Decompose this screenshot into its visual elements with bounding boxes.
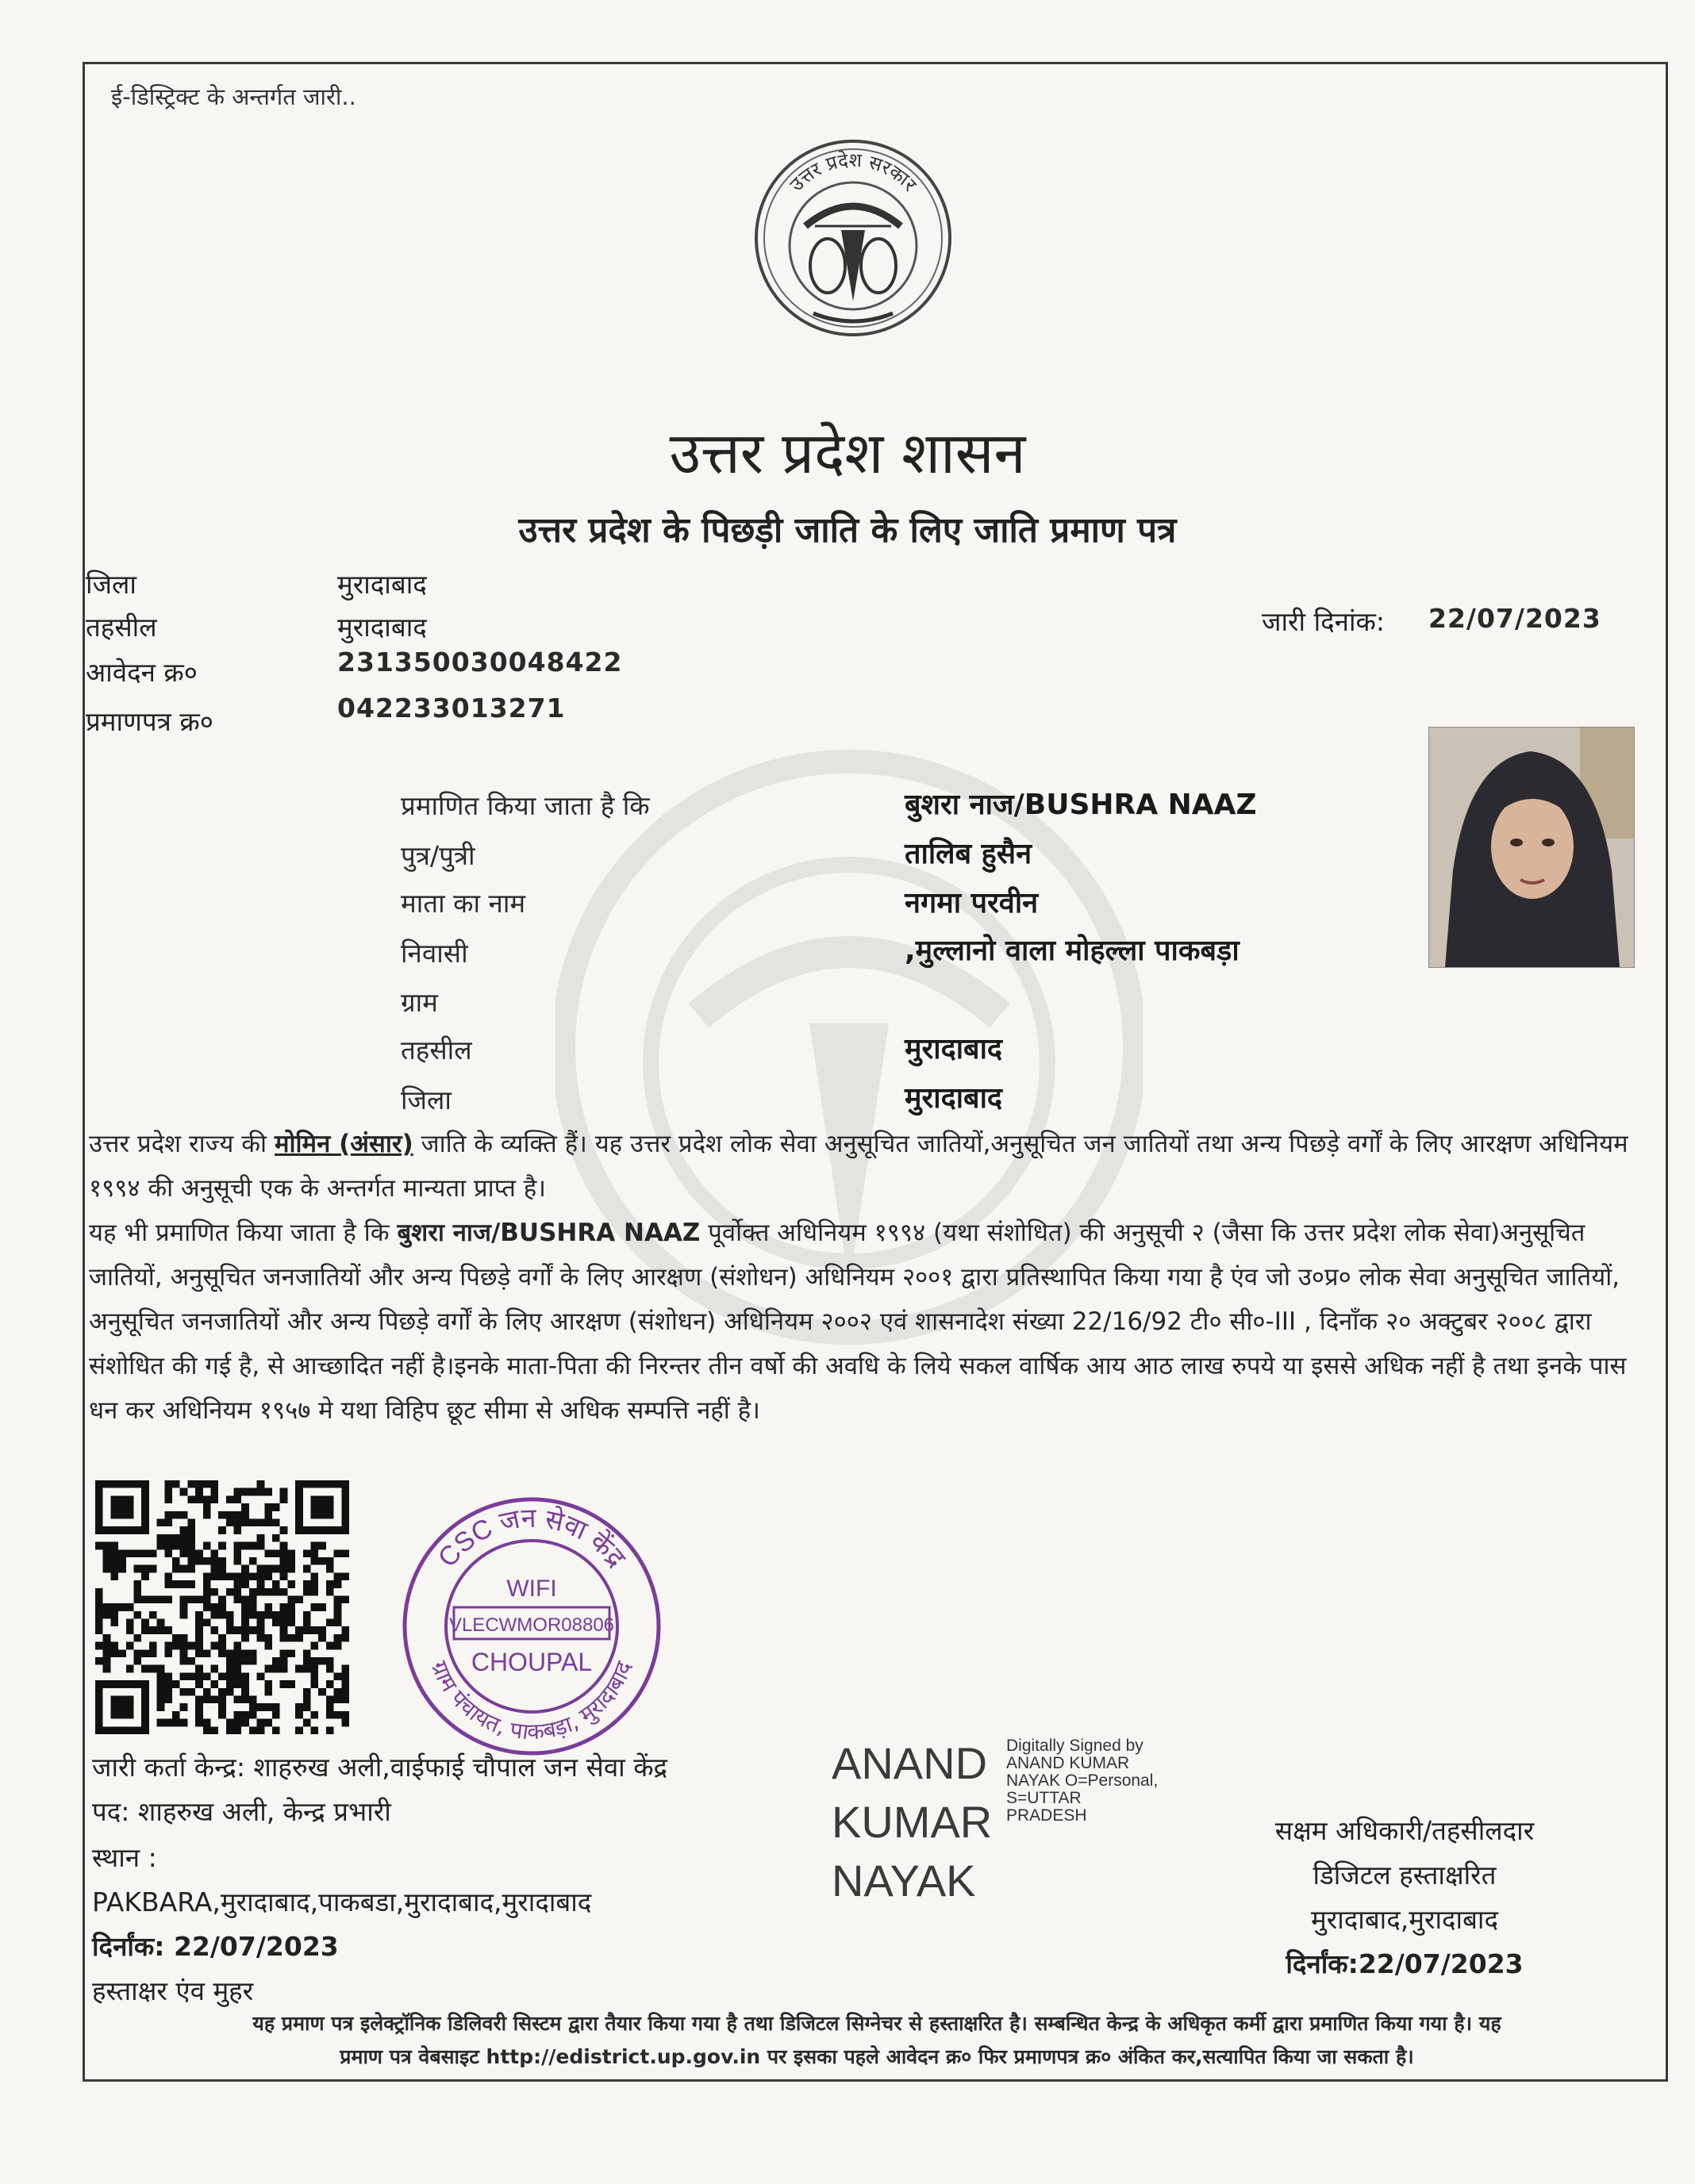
tehsil-label: तहसील	[86, 612, 157, 643]
detail-tehsil-value: मुरादाबाद	[905, 1033, 1003, 1065]
authority-place: मुरादाबाद,मुरादाबाद	[1310, 1904, 1498, 1935]
up-emblem-icon	[750, 127, 956, 349]
place-label: स्थान :	[92, 1842, 157, 1873]
issuer-post: पद: शाहरुख अली, केन्द्र प्रभारी	[92, 1796, 391, 1827]
issue-date-value: 22/07/2023	[1428, 603, 1601, 634]
applicant-photo	[1428, 727, 1635, 968]
caste-paragraph: उत्तर प्रदेश राज्य की मोमिन (अंसार) जाति के व्यक्ति हैं। यह उत्तर प्रदेश लोक सेवा अनुसूचित जातियों,अनुसूचित जन जातियों तथा अन्य पिछड़े वर्गों के लिए आरक्षण अधिनियम १९९४ की अनुसूची एक के अन्तर्गत मान्यता प्राप्त है।	[89, 1130, 1628, 1203]
stamp-line1: WIFI	[506, 1576, 557, 1602]
stamp-line2: VLECWMOR08806	[448, 1614, 615, 1636]
footer-note: यह प्रमाण पत्र इलेक्ट्रॉनिक डिलिवरी सिस्टम द्वारा तैयार किया गया है तथा डिजिटल सिग्नेचर से हस्ताक्षरित है। सम्बन्धित केन्द्र के अधिकृत कर्मी द्वारा प्रमाणित किया गया है। यह प्रमाण पत्र वेबसाइट http://edistrict.up.gov.in पर इसका पहले आवेदन क्र० फिर प्रमाणपत्र क्र० अंकित कर,सत्यापित किया जा सकता है।	[252, 2012, 1501, 2068]
district-value: मुरादाबाद	[337, 569, 427, 600]
resident-label: निवासी	[401, 938, 468, 969]
authority-digital: डिजिटल हस्ताक्षरित	[1313, 1860, 1497, 1890]
caste-name: मोमिन (अंसार)	[274, 1130, 413, 1158]
certificate-number-label: प्रमाणपत्र क्र०	[86, 706, 213, 737]
applicant-name-inline: बुशरा नाज/BUSHRA NAAZ	[397, 1219, 701, 1247]
application-label: आवेदन क्र०	[86, 657, 198, 688]
issuing-center: जारी कर्ता केन्द्र: शाहरुख अली,वाईफाई चौपाल जन सेवा केंद्र	[92, 1752, 668, 1783]
digital-sign-name-3: NAYAK	[832, 1856, 976, 1906]
village-label: ग्राम	[401, 987, 438, 1018]
qr-code	[95, 1480, 349, 1734]
certificate-title: उत्तर प्रदेश के पिछड़ी जाति के लिए जाति प्रमाण पत्र	[518, 510, 1177, 551]
father-name: तालिब हुसैन	[905, 838, 1032, 870]
certify-label: प्रमाणित किया जाता है कि	[401, 790, 650, 821]
exclusion-paragraph: यह भी प्रमाणित किया जाता है कि बुशरा नाज/BUSHRA NAAZ पूर्वोक्त अधिनियम १९९४ (यथा संशोधित) की अनुसूची २ (जैसा कि उत्तर प्रदेश लोक सेवा)अनुसूचित जातियों, अनुसूचित जनजातियों और अन्य पिछड़े वर्गों के लिए आरक्षण (संशोधन) अधिनियम २००१ द्वारा प्रतिस्थापित किया गया है एंव जो उ०प्र० लोक सेवा अनुसूचित जातियों, अनुसूचित जनजातियों और अन्य पिछड़े वर्गों के लिए आरक्षण (संशोधन) अधिनियम २००२ एवं शासनादेश संख्या 22/16/92 टी० सी०-III , दिनाँक २० अक्टुबर २००८ द्वारा संशोधित की गई है, से आच्छादित नहीं है।इनके माता-पिता की निरन्तर तीन वर्षो की अवधि के लिये सकल वार्षिक आय आठ लाख रुपये या इससे अधिक नहीं है तथा इनके पास धन कर अधिनियम १९५७ मे यथा विहिप छूट सीमा से अधिक सम्पत्ति नहीं है।	[89, 1219, 1627, 1425]
authority-date: दिर्नांक:22/07/2023	[1286, 1948, 1524, 1979]
stamp-top-text: CSC जन सेवा केंद्र	[432, 1503, 632, 1573]
issuer-date: दिर्नांक: 22/07/2023	[92, 1931, 339, 1962]
issue-date-label: जारी दिनांक:	[1262, 606, 1385, 637]
district-label: जिला	[86, 569, 136, 600]
authority-title: सक्षम अधिकारी/तहसीलदार	[1274, 1815, 1535, 1846]
mother-name: नगमा परवीन	[905, 887, 1039, 919]
resident-value: ,मुल्लानो वाला मोहल्ला पाकबड़ा	[905, 935, 1240, 967]
place-value: PAKBARA,मुरादाबाद,पाकबडा,मुरादाबाद,मुरादाबाद	[92, 1887, 592, 1917]
issued-under-text: ई-डिस्ट्रिक्ट के अन्तर्गत जारी..	[111, 83, 356, 110]
csc-stamp	[389, 1491, 675, 1761]
mother-label: माता का नाम	[401, 888, 526, 919]
detail-tehsil-label: तहसील	[401, 1034, 472, 1065]
detail-district-label: जिला	[401, 1084, 452, 1115]
applicant-name: बुशरा नाज/BUSHRA NAAZ	[905, 789, 1257, 821]
emblem-text: उत्तर प्रदेश सरकार	[785, 148, 921, 196]
certificate-number: 042233013271	[337, 693, 566, 724]
signature-seal-label: हस्ताक्षर एंव मुहर	[92, 1975, 254, 2006]
digital-sign-name-2: KUMAR	[832, 1797, 993, 1847]
application-number: 231350030048422	[337, 647, 623, 677]
stamp-bottom-text: ग्राम पंचायत, पाकबड़ा, मुरादाबाद	[425, 1657, 637, 1745]
detail-district-value: मुरादाबाद	[905, 1082, 1003, 1115]
digital-sign-name-1: ANAND	[832, 1738, 988, 1788]
digital-sign-details: Digitally Signed by ANAND KUMAR NAYAK O=Personal, S=UTTAR PRADESH	[1006, 1737, 1159, 1825]
tehsil-value: मुरादाबाद	[337, 612, 427, 643]
stamp-line3: CHOUPAL	[471, 1648, 593, 1676]
relation-label: पुत्र/पुत्री	[401, 840, 475, 871]
government-title: उत्तर प्रदेश शासन	[669, 420, 1026, 486]
